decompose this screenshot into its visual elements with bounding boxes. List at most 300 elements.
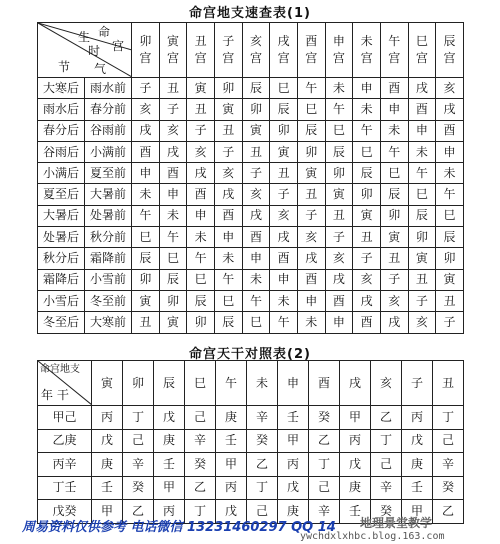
- table2-stem-cell: 戊: [154, 406, 185, 430]
- table1-branch-cell: 午: [380, 141, 408, 162]
- table2-stem-cell: 乙: [185, 476, 216, 500]
- table1-solar-term-start: 霜降后: [38, 269, 85, 290]
- table1-branch-cell: 子: [325, 227, 353, 248]
- table1-row: [38, 227, 464, 248]
- life-palace-branch-table: [37, 22, 464, 334]
- table2-stem-cell: 乙: [309, 429, 340, 453]
- table1-header-char: 宫: [415, 51, 428, 65]
- table1-row: [38, 205, 464, 226]
- table1-branch-cell: 戌: [436, 99, 464, 120]
- table1-branch-cell: 辰: [132, 248, 160, 269]
- table2-stem-cell: 庚: [278, 500, 309, 524]
- table2-stem-cell: 己: [371, 453, 402, 477]
- table1-branch-cell: 酉: [408, 99, 436, 120]
- table1-branch-cell: 午: [214, 269, 242, 290]
- table1-branch-cell: 寅: [436, 269, 464, 290]
- table1-branch-cell: 酉: [132, 141, 160, 162]
- table1-header-char: 宫: [194, 51, 207, 65]
- table1-branch-cell: 巳: [297, 99, 325, 120]
- table1-branch-cell: 酉: [325, 290, 353, 311]
- table1-branch-cell: 丑: [353, 227, 381, 248]
- table1-header-char: 巳: [415, 34, 428, 48]
- table1-branch-cell: 申: [159, 184, 187, 205]
- table1-solar-term-start: 大暑后: [38, 205, 85, 226]
- table1-solar-term-end: 夏至前: [85, 163, 132, 184]
- table2-stem-cell: 辛: [433, 453, 464, 477]
- table2-stem-cell: 癸: [433, 476, 464, 500]
- table2-header-cell: 午: [216, 361, 247, 406]
- table1-row: [38, 99, 464, 120]
- table2-stem-cell: 乙: [433, 500, 464, 524]
- table1-header-char: 丑: [194, 34, 207, 48]
- table1-header-char: 宫: [277, 51, 290, 65]
- table2-stem-cell: 癸: [185, 453, 216, 477]
- life-palace-stem-table: [37, 360, 464, 524]
- table1-branch-cell: 辰: [214, 312, 242, 333]
- table1-branch-cell: 午: [270, 312, 298, 333]
- table1-branch-cell: 申: [187, 205, 215, 226]
- table1-row: [38, 141, 464, 162]
- table1-header-cell: [408, 23, 436, 78]
- table1-branch-cell: 酉: [242, 227, 270, 248]
- table2-header-cell: 未: [247, 361, 278, 406]
- table2-header-row: [38, 361, 464, 406]
- table1-branch-cell: 申: [270, 269, 298, 290]
- table1-header-cell: [297, 23, 325, 78]
- table1-branch-cell: 巳: [325, 120, 353, 141]
- table1-branch-cell: 寅: [297, 163, 325, 184]
- table1-corner-bottom2: 气: [94, 62, 107, 76]
- table1-row: [38, 78, 464, 99]
- table1-branch-cell: 子: [380, 269, 408, 290]
- table1-branch-cell: 午: [325, 99, 353, 120]
- table1-corner-cell: [38, 23, 132, 78]
- table1-branch-cell: 辰: [270, 99, 298, 120]
- table1-branch-cell: 巳: [132, 227, 160, 248]
- table1-branch-cell: 酉: [297, 269, 325, 290]
- table1-branch-cell: 未: [270, 290, 298, 311]
- table2-stem-cell: 甲: [402, 500, 433, 524]
- table2-stem-cell: 壬: [340, 500, 371, 524]
- table1-branch-cell: 申: [214, 227, 242, 248]
- table2-stem-cell: 壬: [154, 453, 185, 477]
- table2-header-cell: 寅: [92, 361, 123, 406]
- table2-stem-cell: 壬: [92, 476, 123, 500]
- table2-stem-cell: 辛: [185, 429, 216, 453]
- table1-solar-term-end: 小满前: [85, 141, 132, 162]
- table2-year-stem-label: 丙辛: [38, 453, 92, 477]
- table2-stem-cell: 丙: [402, 406, 433, 430]
- table1-branch-cell: 亥: [380, 290, 408, 311]
- table2-stem-cell: 甲: [216, 453, 247, 477]
- table2-header-cell: 辰: [154, 361, 185, 406]
- table1-branch-cell: 戌: [353, 290, 381, 311]
- table1-branch-cell: 丑: [187, 99, 215, 120]
- table1-row: [38, 248, 464, 269]
- table2-stem-cell: 辛: [123, 453, 154, 477]
- table1-branch-cell: 巳: [242, 312, 270, 333]
- table1-solar-term-start: 小雪后: [38, 290, 85, 311]
- table1-solar-term-start: 雨水后: [38, 99, 85, 120]
- table1-row: [38, 269, 464, 290]
- table2-stem-cell: 己: [247, 500, 278, 524]
- table1-branch-cell: 亥: [436, 78, 464, 99]
- table1-branch-cell: 巳: [436, 205, 464, 226]
- table1-header-cell: [436, 23, 464, 78]
- table1-branch-cell: 卯: [436, 248, 464, 269]
- table2-stem-cell: 庚: [216, 406, 247, 430]
- table1-header-char: 宫: [388, 51, 401, 65]
- table1-branch-cell: 戌: [408, 78, 436, 99]
- table2-stem-cell: 乙: [123, 500, 154, 524]
- table1-header-char: 子: [222, 34, 235, 48]
- table1-branch-cell: 亥: [159, 120, 187, 141]
- table2-row: [38, 429, 464, 453]
- table1-branch-cell: 子: [242, 163, 270, 184]
- table1-branch-cell: 亥: [132, 99, 160, 120]
- table1-branch-cell: 丑: [436, 290, 464, 311]
- table2-header-cell: 卯: [123, 361, 154, 406]
- table1-branch-cell: 卯: [214, 78, 242, 99]
- table1-header-cell: [214, 23, 242, 78]
- table2-stem-cell: 庚: [340, 476, 371, 500]
- table1-branch-cell: 辰: [242, 78, 270, 99]
- table1-branch-cell: 午: [297, 78, 325, 99]
- table1-branch-cell: 丑: [214, 120, 242, 141]
- table1-corner-bottom: 节: [58, 60, 71, 74]
- table2-stem-cell: 辛: [309, 500, 340, 524]
- table1-branch-cell: 子: [353, 248, 381, 269]
- table1-solar-term-start: 谷雨后: [38, 141, 85, 162]
- table1-branch-cell: 卯: [270, 120, 298, 141]
- table2-stem-cell: 戊: [402, 429, 433, 453]
- table1-row: [38, 312, 464, 333]
- table1-solar-term-end: 谷雨前: [85, 120, 132, 141]
- table2-header-cell: 丑: [433, 361, 464, 406]
- table1-branch-cell: 申: [242, 248, 270, 269]
- table1-branch-cell: 戌: [159, 141, 187, 162]
- table1-branch-cell: 午: [436, 184, 464, 205]
- table1-solar-term-start: 春分后: [38, 120, 85, 141]
- table2-stem-cell: 己: [123, 429, 154, 453]
- table1-solar-term-start: 小满后: [38, 163, 85, 184]
- table1-branch-cell: 子: [132, 78, 160, 99]
- table2-stem-cell: 丙: [278, 453, 309, 477]
- table1-branch-cell: 戌: [132, 120, 160, 141]
- table1-branch-cell: 辰: [159, 269, 187, 290]
- table1-row: [38, 120, 464, 141]
- table1-branch-cell: 午: [353, 120, 381, 141]
- table1-branch-cell: 丑: [380, 248, 408, 269]
- table1-branch-cell: 丑: [132, 312, 160, 333]
- table1-branch-cell: 午: [242, 290, 270, 311]
- table2-year-stem-label: 丁壬: [38, 476, 92, 500]
- table1-branch-cell: 未: [436, 163, 464, 184]
- table1-header-cell: [242, 23, 270, 78]
- table1-branch-cell: 戌: [242, 205, 270, 226]
- table1-branch-cell: 卯: [325, 163, 353, 184]
- table1-branch-cell: 巳: [270, 78, 298, 99]
- table1-branch-cell: 子: [270, 184, 298, 205]
- table1-branch-cell: 巳: [214, 290, 242, 311]
- table2-corner-bottom: 年 干: [41, 388, 69, 402]
- table1-branch-cell: 寅: [270, 141, 298, 162]
- table1-solar-term-end: 春分前: [85, 99, 132, 120]
- table1-branch-cell: 亥: [353, 269, 381, 290]
- table1-header-char: 寅: [166, 34, 179, 48]
- table1-branch-cell: 酉: [159, 163, 187, 184]
- table1-branch-cell: 丑: [297, 184, 325, 205]
- table2-stem-cell: 癸: [123, 476, 154, 500]
- watermark-text: 地理景堂教学: [360, 516, 433, 530]
- table1-header-cell: [380, 23, 408, 78]
- table1-row: [38, 163, 464, 184]
- table1-header-char: 未: [360, 34, 373, 48]
- table1-branch-cell: 寅: [132, 290, 160, 311]
- table1-branch-cell: 未: [132, 184, 160, 205]
- table1-branch-cell: 午: [408, 163, 436, 184]
- table1-branch-cell: 酉: [270, 248, 298, 269]
- table2-stem-cell: 戊: [278, 476, 309, 500]
- table1-branch-cell: 午: [159, 227, 187, 248]
- table1-branch-cell: 辰: [353, 163, 381, 184]
- table1-branch-cell: 巳: [353, 141, 381, 162]
- table2-stem-cell: 癸: [371, 500, 402, 524]
- table2-header-cell: 巳: [185, 361, 216, 406]
- table2-stem-cell: 丙: [92, 406, 123, 430]
- table1-solar-term-start: 大寒后: [38, 78, 85, 99]
- table1-branch-cell: 戌: [187, 163, 215, 184]
- table1-header-char: 宫: [443, 51, 456, 65]
- table1-header-cell: [325, 23, 353, 78]
- table1-branch-cell: 巳: [159, 248, 187, 269]
- table2-stem-cell: 丙: [154, 500, 185, 524]
- table2-year-stem-label: 戊癸: [38, 500, 92, 524]
- table1-branch-cell: 辰: [325, 141, 353, 162]
- table1-branch-cell: 巳: [187, 269, 215, 290]
- table1-header-char: 宫: [139, 51, 152, 65]
- table1-header-char: 申: [332, 34, 345, 48]
- table2-stem-cell: 癸: [247, 429, 278, 453]
- table1-branch-cell: 申: [353, 78, 381, 99]
- table2-corner-cell: [38, 361, 92, 406]
- table1-solar-term-end: 秋分前: [85, 227, 132, 248]
- table1-branch-cell: 辰: [436, 227, 464, 248]
- table1-branch-cell: 亥: [187, 141, 215, 162]
- table1-branch-cell: 卯: [408, 227, 436, 248]
- table1-branch-cell: 丑: [408, 269, 436, 290]
- table2-stem-cell: 丁: [123, 406, 154, 430]
- table1-header-char: 宫: [166, 51, 179, 65]
- table1-branch-cell: 辰: [187, 290, 215, 311]
- blog-url-text: ywchdxlxhbc.blog.163.com: [300, 531, 445, 542]
- table1-branch-cell: 戌: [214, 184, 242, 205]
- table2-title: 命宫天干对照表(2): [189, 347, 311, 362]
- table2-stem-cell: 戊: [216, 500, 247, 524]
- table2-stem-cell: 辛: [247, 406, 278, 430]
- table1-branch-cell: 戌: [380, 312, 408, 333]
- table1-branch-cell: 申: [436, 141, 464, 162]
- table1-row: [38, 290, 464, 311]
- table1-header-row: [38, 23, 464, 78]
- table1-header-char: 辰: [443, 34, 456, 48]
- table1-corner-mid: 生: [78, 30, 91, 44]
- table1-solar-term-end: 雨水前: [85, 78, 132, 99]
- table1-branch-cell: 未: [325, 78, 353, 99]
- table1-branch-cell: 酉: [187, 184, 215, 205]
- table1-branch-cell: 酉: [380, 78, 408, 99]
- table2-stem-cell: 壬: [402, 476, 433, 500]
- table1-header-cell: [270, 23, 298, 78]
- table2-stem-cell: 乙: [247, 453, 278, 477]
- table1-header-char: 宫: [222, 51, 235, 65]
- table1-branch-cell: 寅: [242, 120, 270, 141]
- table1-branch-cell: 戌: [325, 269, 353, 290]
- table1-branch-cell: 申: [380, 99, 408, 120]
- table1-title: 命宫地支速查表(1): [189, 6, 311, 21]
- table1-branch-cell: 未: [187, 227, 215, 248]
- table2-year-stem-label: 甲己: [38, 406, 92, 430]
- table2-corner-top: 命宫地支: [40, 364, 80, 375]
- table2-row: [38, 476, 464, 500]
- table2-stem-cell: 辛: [371, 476, 402, 500]
- table1-branch-cell: 丑: [270, 163, 298, 184]
- table1-branch-cell: 巳: [380, 163, 408, 184]
- table2-row: [38, 453, 464, 477]
- table2-stem-cell: 壬: [216, 429, 247, 453]
- table2-row: [38, 406, 464, 430]
- table1-branch-cell: 亥: [214, 163, 242, 184]
- table1-row: [38, 184, 464, 205]
- table1-header-cell: [187, 23, 215, 78]
- table1-header-char: 午: [388, 34, 401, 48]
- table1-solar-term-end: 大暑前: [85, 184, 132, 205]
- table1-solar-term-end: 小雪前: [85, 269, 132, 290]
- table1-branch-cell: 申: [132, 163, 160, 184]
- table1-branch-cell: 辰: [408, 205, 436, 226]
- table1-branch-cell: 寅: [380, 227, 408, 248]
- table1-header-cell: [353, 23, 381, 78]
- table2-stem-cell: 甲: [340, 406, 371, 430]
- table1-branch-cell: 丑: [242, 141, 270, 162]
- footer-contact-text: 周易资料仅供参考 电话微信 13231460297 QQ 14: [22, 520, 336, 535]
- table1-branch-cell: 子: [214, 141, 242, 162]
- table2-header-cell: 亥: [371, 361, 402, 406]
- table1-branch-cell: 卯: [187, 312, 215, 333]
- table1-header-char: 宫: [332, 51, 345, 65]
- table1-branch-cell: 寅: [159, 312, 187, 333]
- table2-stem-cell: 庚: [154, 429, 185, 453]
- table1-branch-cell: 卯: [297, 141, 325, 162]
- table2-stem-cell: 癸: [309, 406, 340, 430]
- table2-stem-cell: 壬: [278, 406, 309, 430]
- table1-branch-cell: 寅: [214, 99, 242, 120]
- table1-header-char: 宫: [305, 51, 318, 65]
- table1-header-char: 卯: [139, 34, 152, 48]
- table1-branch-cell: 戌: [270, 227, 298, 248]
- table1-header-cell: [132, 23, 160, 78]
- table2-stem-cell: 戊: [92, 429, 123, 453]
- table2-stem-cell: 甲: [154, 476, 185, 500]
- table1-solar-term-start: 秋分后: [38, 248, 85, 269]
- table1-branch-cell: 亥: [270, 205, 298, 226]
- table1-branch-cell: 申: [325, 312, 353, 333]
- table1-branch-cell: 巳: [408, 184, 436, 205]
- table1-solar-term-end: 处暑前: [85, 205, 132, 226]
- table2-stem-cell: 甲: [278, 429, 309, 453]
- table1-header-char: 戌: [277, 34, 290, 48]
- table1-branch-cell: 子: [408, 290, 436, 311]
- table1-solar-term-end: 霜降前: [85, 248, 132, 269]
- table2-stem-cell: 丙: [216, 476, 247, 500]
- table1-branch-cell: 亥: [408, 312, 436, 333]
- table2-header-cell: 酉: [309, 361, 340, 406]
- table1-solar-term-end: 冬至前: [85, 290, 132, 311]
- table1-branch-cell: 酉: [353, 312, 381, 333]
- table1-branch-cell: 寅: [187, 78, 215, 99]
- table2-stem-cell: 丁: [185, 500, 216, 524]
- table1-branch-cell: 卯: [132, 269, 160, 290]
- table2-stem-cell: 丙: [340, 429, 371, 453]
- table1-branch-cell: 亥: [242, 184, 270, 205]
- table1-branch-cell: 子: [159, 99, 187, 120]
- table1-corner-top: 命: [98, 25, 111, 39]
- table1-solar-term-start: 夏至后: [38, 184, 85, 205]
- table1-branch-cell: 未: [353, 99, 381, 120]
- table2-stem-cell: 己: [185, 406, 216, 430]
- table1-branch-cell: 申: [408, 120, 436, 141]
- table1-branch-cell: 酉: [436, 120, 464, 141]
- table1-solar-term-start: 处暑后: [38, 227, 85, 248]
- table2-header-cell: 子: [402, 361, 433, 406]
- table1-branch-cell: 辰: [297, 120, 325, 141]
- table1-branch-cell: 卯: [159, 290, 187, 311]
- table2-stem-cell: 丁: [433, 406, 464, 430]
- table1-header-cell: [159, 23, 187, 78]
- table2-header-cell: 申: [278, 361, 309, 406]
- table1-branch-cell: 酉: [214, 205, 242, 226]
- table1-solar-term-end: 大寒前: [85, 312, 132, 333]
- table2-stem-cell: 丁: [247, 476, 278, 500]
- table1-header-char: 酉: [305, 34, 318, 48]
- table1-branch-cell: 亥: [325, 248, 353, 269]
- table1-branch-cell: 寅: [325, 184, 353, 205]
- table1-branch-cell: 未: [297, 312, 325, 333]
- table1-header-char: 宫: [249, 51, 262, 65]
- table2-stem-cell: 丁: [309, 453, 340, 477]
- table1-branch-cell: 辰: [380, 184, 408, 205]
- table1-branch-cell: 未: [159, 205, 187, 226]
- table2-stem-cell: 丁: [371, 429, 402, 453]
- table1-corner-top2: 宫: [112, 39, 125, 53]
- table1-corner-mid2: 时: [88, 44, 101, 58]
- table1-branch-cell: 丑: [159, 78, 187, 99]
- table1-branch-cell: 丑: [325, 205, 353, 226]
- table1-branch-cell: 未: [214, 248, 242, 269]
- table1-branch-cell: 戌: [297, 248, 325, 269]
- table2-stem-cell: 庚: [402, 453, 433, 477]
- table2-stem-cell: 乙: [371, 406, 402, 430]
- table1-solar-term-start: 冬至后: [38, 312, 85, 333]
- table2-header-cell: 戌: [340, 361, 371, 406]
- table1-branch-cell: 卯: [242, 99, 270, 120]
- table1-branch-cell: 寅: [408, 248, 436, 269]
- table1-branch-cell: 未: [380, 120, 408, 141]
- table2-stem-cell: 己: [433, 429, 464, 453]
- table2-stem-cell: 己: [309, 476, 340, 500]
- table1-header-char: 宫: [360, 51, 373, 65]
- table1-branch-cell: 寅: [353, 205, 381, 226]
